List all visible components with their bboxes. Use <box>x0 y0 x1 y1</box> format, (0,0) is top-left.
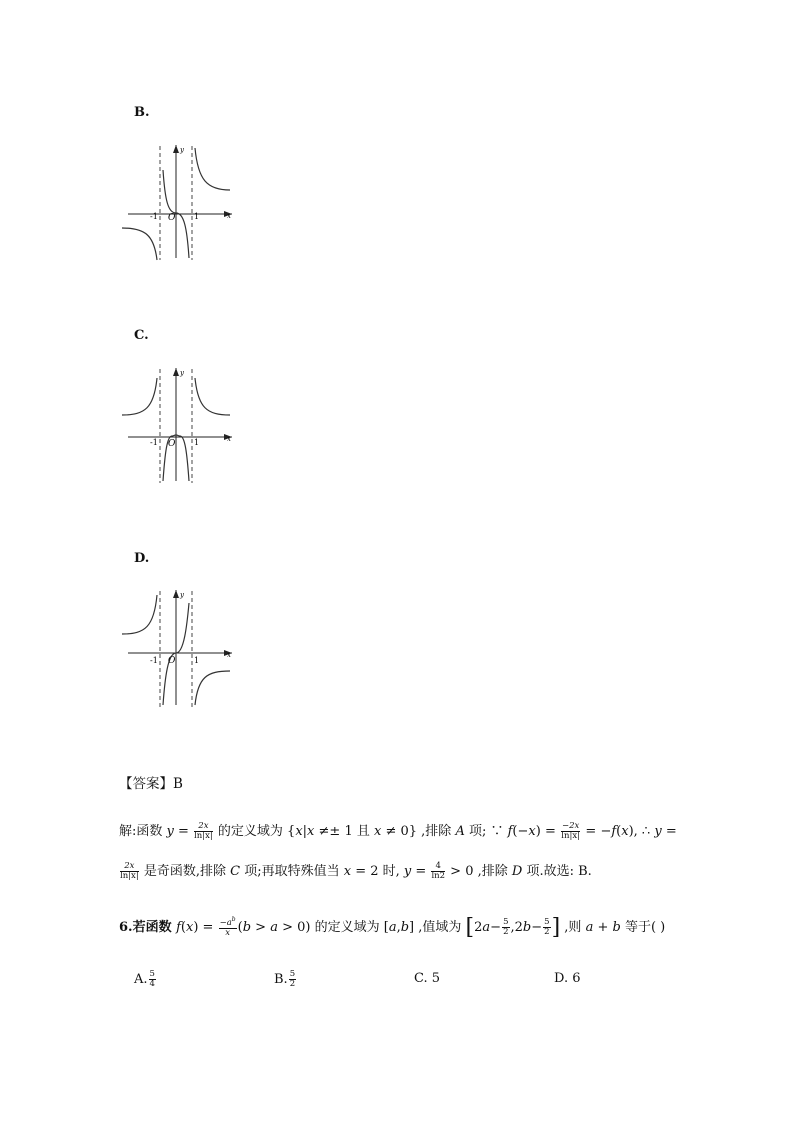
choice-a[interactable] <box>134 970 157 989</box>
label-1: 1 <box>194 656 200 665</box>
math-var: y <box>654 823 662 839</box>
fraction-den: 2 <box>544 927 550 937</box>
exponent: b <box>231 916 236 924</box>
y-axis-arrow <box>173 368 179 376</box>
text-run: = 2 时, <box>351 863 404 879</box>
text-run: ( <box>237 920 243 935</box>
fraction <box>502 918 509 937</box>
math-var: y <box>403 863 412 879</box>
text-run: 项; ∵ <box>464 823 508 839</box>
math-var: x <box>295 823 303 839</box>
fraction <box>219 917 237 938</box>
text-run: = <box>173 823 194 839</box>
graph-d-svg <box>120 585 240 710</box>
fraction-num: 5 <box>544 917 550 928</box>
y-axis-arrow <box>173 145 179 153</box>
math-var: D <box>511 863 523 879</box>
text-run: 项;再取特殊值当 <box>240 863 344 879</box>
label-neg1: -1 <box>150 438 158 447</box>
text-run: ≠ 0} ,排除 <box>381 823 456 839</box>
fraction <box>289 970 296 989</box>
fraction-den: ln|x| <box>120 870 139 881</box>
text-run: ,则 <box>560 920 586 935</box>
text-run: ≠± 1 且 <box>314 823 374 839</box>
fraction-num: 5 <box>289 969 296 979</box>
fraction-den: x <box>225 927 230 938</box>
text-run: ] ,值域为 <box>409 920 466 935</box>
fraction-den: 2 <box>503 927 509 937</box>
question-6 <box>119 917 665 939</box>
text-run: , <box>396 920 401 935</box>
choice-label: B. <box>274 971 288 987</box>
text-run: (− <box>512 823 529 839</box>
label-1: 1 <box>194 438 200 447</box>
graph-option-c <box>120 363 240 488</box>
fraction-num: 5 <box>503 917 509 928</box>
fraction-num: 5 <box>149 969 155 979</box>
choice-b[interactable] <box>274 970 297 989</box>
graph-option-d <box>120 585 240 710</box>
label-origin: O <box>168 439 176 449</box>
label-1: 1 <box>194 212 200 221</box>
graph-c-svg <box>120 363 240 488</box>
option-b-label: B. <box>134 105 150 120</box>
fraction-den: ln|x| <box>194 830 213 841</box>
math-var: y <box>166 823 174 839</box>
text-run: 2 <box>474 920 483 935</box>
fraction <box>149 970 156 989</box>
fraction-num: −2x <box>561 821 580 831</box>
math-var: x <box>307 823 315 839</box>
bracket-right: ] <box>551 915 561 940</box>
answer-label: 【答案】B <box>119 776 183 792</box>
fraction-den: 2 <box>289 978 296 989</box>
math-var: A <box>455 823 465 839</box>
math-var: x <box>621 823 629 839</box>
math-var: f <box>507 823 513 839</box>
choice-c[interactable]: C. 5 <box>414 971 441 986</box>
solution-line-1 <box>119 822 677 841</box>
fraction <box>120 862 139 881</box>
label-origin: O <box>168 213 176 223</box>
math-var: x <box>186 920 194 935</box>
fraction-num: −a <box>219 917 232 928</box>
fraction-den: 4 <box>149 978 155 989</box>
math-var: a <box>388 920 397 935</box>
text-run: = − <box>581 823 612 839</box>
math-var: x <box>373 823 382 839</box>
math-var: a <box>585 920 594 935</box>
text-run: > <box>251 920 271 935</box>
curve-left <box>122 228 157 260</box>
label-origin: O <box>168 656 176 666</box>
fraction-den: ln2 <box>431 870 446 881</box>
fraction <box>431 862 445 881</box>
text-run: 解:函数 <box>119 823 167 839</box>
text-run: > 0) 的定义域为 [ <box>277 920 389 935</box>
text-run: 的定义域为 { <box>213 823 296 839</box>
text-run: = <box>661 823 677 839</box>
label-x: x <box>227 651 231 659</box>
label-neg1: -1 <box>150 656 158 665</box>
option-d-label: D. <box>134 551 150 566</box>
graph-option-b <box>120 140 240 265</box>
graph-b-svg <box>120 140 240 265</box>
label-neg1: -1 <box>150 212 158 221</box>
y-axis-arrow <box>173 590 179 598</box>
text-run: ), ∴ <box>628 823 655 839</box>
text-run: | <box>302 823 308 839</box>
choice-d[interactable]: D. 6 <box>554 971 581 986</box>
math-var: x <box>343 863 352 879</box>
bracket-left: [ <box>465 915 475 940</box>
math-var: a <box>270 920 278 935</box>
label-y: y <box>180 146 184 154</box>
question-number: 6.若函数 <box>119 920 177 935</box>
text-run: ) = <box>193 920 218 935</box>
math-var: f <box>611 823 617 839</box>
math-var: f <box>176 920 181 935</box>
fraction-num: 2x <box>120 862 139 872</box>
solution-line-2 <box>119 862 592 881</box>
curve-left <box>122 595 157 634</box>
choice-label: A. <box>134 971 148 987</box>
label-x: x <box>227 212 231 220</box>
text-run: ( <box>616 823 622 839</box>
text-run: = <box>411 863 431 879</box>
fraction <box>543 918 550 937</box>
fraction <box>194 822 213 841</box>
curve-right <box>195 378 230 415</box>
math-var: b <box>400 920 410 935</box>
fraction-num: 2x <box>194 822 213 832</box>
fraction-num: 4 <box>431 862 445 872</box>
label-x: x <box>227 435 231 443</box>
math-var: b <box>522 920 532 935</box>
text-run: 项.故选: B. <box>522 863 592 879</box>
text-run: ,2 <box>510 920 523 935</box>
fraction <box>561 822 580 841</box>
fraction-den: ln|x| <box>561 830 580 841</box>
math-var: b <box>612 920 621 935</box>
math-var: C <box>230 863 241 879</box>
label-y: y <box>180 369 184 377</box>
math-var: b <box>242 920 252 935</box>
option-c-label: C. <box>134 328 149 343</box>
math-var: x <box>528 823 536 839</box>
curve-left <box>122 378 157 415</box>
text-run: > 0 ,排除 <box>446 863 512 879</box>
text-run: 等于( ) <box>620 920 666 935</box>
curve-right <box>195 148 230 190</box>
text-run: 是奇函数,排除 <box>139 863 231 879</box>
text-run: − <box>531 920 543 935</box>
text-run: + <box>593 920 613 935</box>
text-run: ( <box>180 920 186 935</box>
text-run: − <box>490 920 502 935</box>
label-y: y <box>180 591 184 599</box>
curve-right <box>195 671 230 705</box>
text-run: ) = <box>535 823 560 839</box>
math-var: a <box>482 920 491 935</box>
